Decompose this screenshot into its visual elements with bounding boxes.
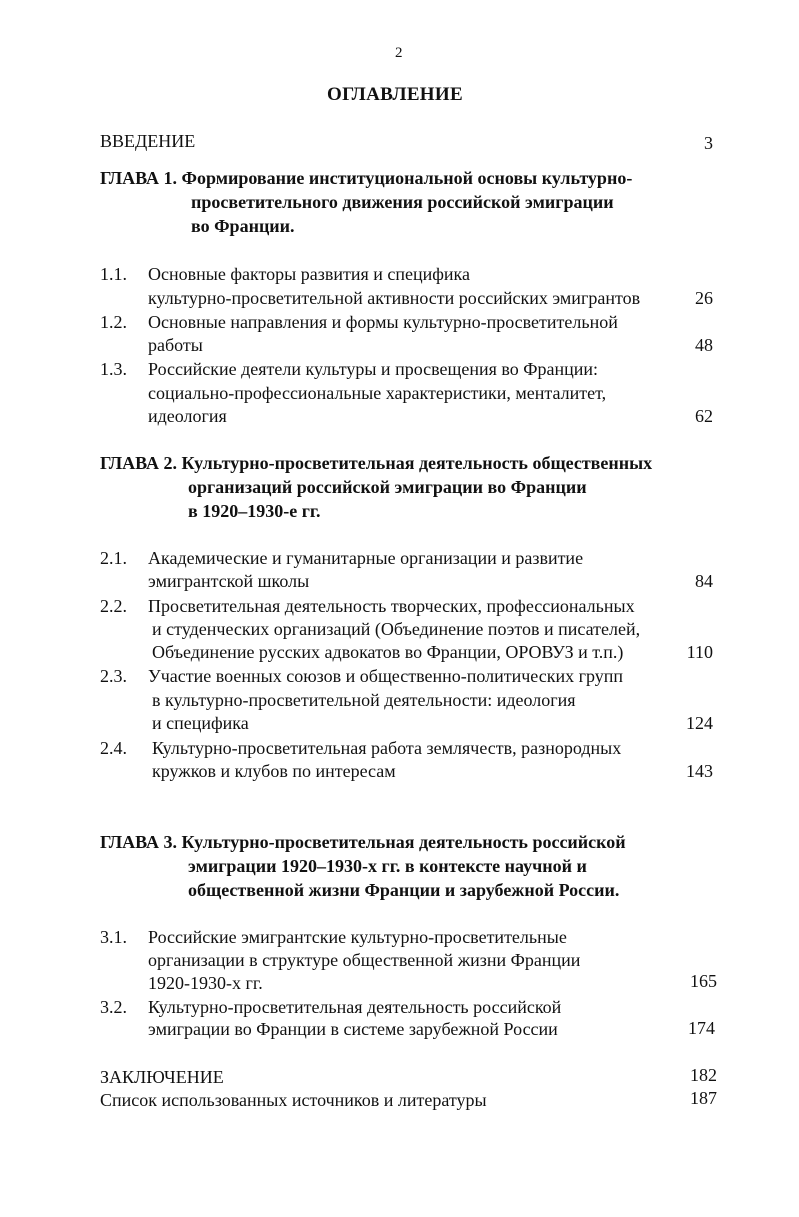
section-page: 165 [690,971,717,991]
section-title: в культурно-просветительной деятельности: идеология [152,690,576,710]
section-number: 2.4. [100,738,127,758]
section-title: Основные направления и формы культурно-просветительной [148,312,618,332]
chapter-2-title: ГЛАВА 2. Культурно-просветительная деятельность общественных [100,453,653,473]
page-title: ОГЛАВЛЕНИЕ [327,84,463,105]
section-page: 84 [695,571,713,591]
toc-page-sources: 187 [690,1088,717,1108]
section-title: Объединение русских адвокатов во Франции, ОРОВУЗ и т.п.) [152,642,624,662]
chapter-1-title: ГЛАВА 1. Формирование институциональной основы культурно- [100,168,633,188]
section-title: эмигрантской школы [148,571,310,591]
toc-entry-sources: Список использованных источников и литературы [100,1090,487,1110]
section-number: 2.3. [100,666,127,686]
section-page: 48 [695,335,713,355]
toc-page-intro: 3 [704,133,713,153]
toc-entry-conclusion: ЗАКЛЮЧЕНИЕ [100,1067,224,1087]
chapter-1-title: просветительного движения российской эмиграции [191,192,614,212]
section-page: 62 [695,406,713,426]
section-title: социально-профессиональные характеристики, менталитет, [148,383,607,403]
chapter-2-title: в 1920–1930-е гг. [188,501,321,521]
section-title: Академические и гуманитарные организации и развитие [148,548,584,568]
section-title: Просветительная деятельность творческих, профессиональных [148,596,635,616]
toc-page-conclusion: 182 [690,1065,717,1085]
chapter-3-title: ГЛАВА 3. Культурно-просветительная деятельность российской [100,832,626,852]
section-title: кружков и клубов по интересам [152,761,396,781]
toc-entry-intro: ВВЕДЕНИЕ [100,131,196,151]
section-page: 143 [686,761,713,781]
section-page: 174 [688,1018,715,1038]
section-number: 1.1. [100,264,127,284]
section-title: Российские эмигрантские культурно-просветительные [148,927,567,947]
page-number: 2 [395,45,403,61]
section-title: Культурно-просветительная деятельность российской [148,997,562,1017]
chapter-3-title: эмиграции 1920–1930-х гг. в контексте научной и [188,856,587,876]
section-page: 110 [686,642,713,662]
section-title: 1920-1930-х гг. [148,973,263,993]
section-title: Участие военных союзов и общественно-политических групп [148,666,624,686]
section-number: 3.1. [100,927,127,947]
section-title: идеология [148,406,227,426]
section-title: эмиграции во Франции в системе зарубежной России [148,1019,558,1039]
chapter-2-title: организаций российской эмиграции во Франции [188,477,587,497]
section-title: Российские деятели культуры и просвещения во Франции: [148,359,599,379]
section-title: организации в структуре общественной жизни Франции [148,950,581,970]
chapter-1-title: во Франции. [191,216,295,236]
section-page: 26 [695,288,713,308]
section-title: культурно-просветительной активности российских эмигрантов [148,288,641,308]
chapter-3-title: общественной жизни Франции и зарубежной России. [188,880,620,900]
section-number: 2.1. [100,548,127,568]
section-title: Культурно-просветительная работа землячеств, разнородных [152,738,622,758]
section-page: 124 [686,713,713,733]
section-number: 1.3. [100,359,127,379]
section-title: и специфика [152,713,249,733]
section-number: 3.2. [100,997,127,1017]
section-title: Основные факторы развития и специфика [148,264,470,284]
section-number: 1.2. [100,312,127,332]
section-title: и студенческих организаций (Объединение поэтов и писателей, [152,619,641,639]
section-number: 2.2. [100,596,127,616]
section-title: работы [148,335,203,355]
